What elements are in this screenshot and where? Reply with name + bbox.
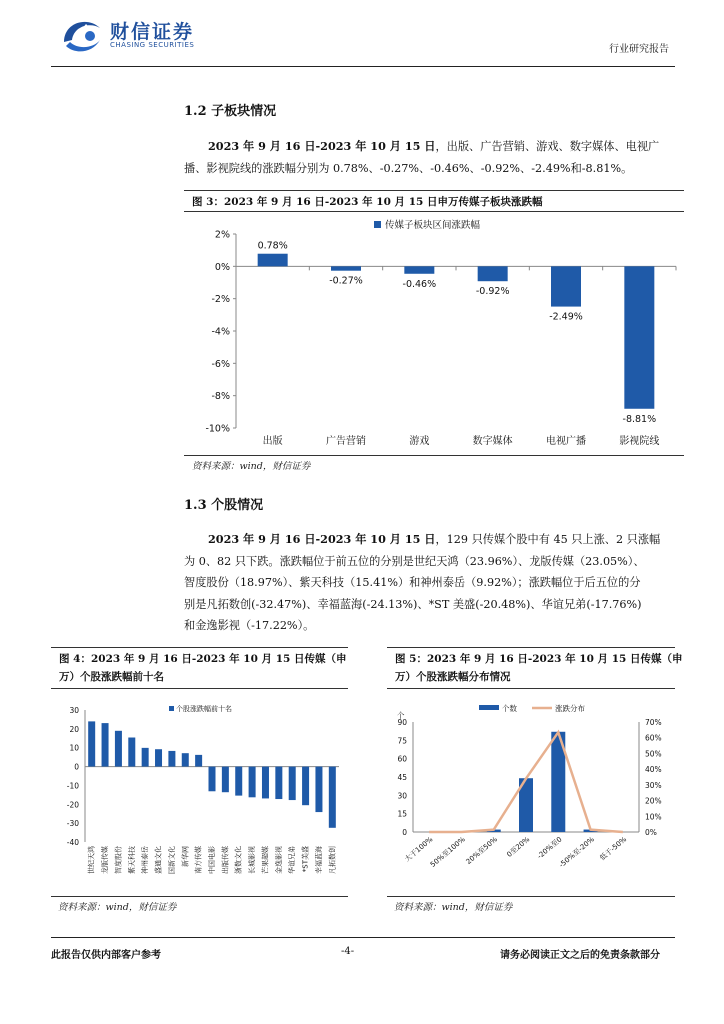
x-tick-label: 盛通文化 <box>154 846 163 874</box>
x-tick-label: 华谊兄弟 <box>288 846 297 874</box>
x-tick-label: 20%至50% <box>464 835 499 867</box>
brand-logo-icon <box>60 14 104 56</box>
date-range: 2023 年 9 月 16 日-2023 年 10 月 15 日 <box>208 139 436 153</box>
legend-label: 个数 <box>502 704 517 713</box>
bar <box>209 767 216 792</box>
x-tick-label: 幸福蓝海 <box>314 846 323 874</box>
footer-disclaimer-left: 此报告仅供内部客户参考 <box>51 950 161 961</box>
y-left-tick-label: 60 <box>397 754 407 764</box>
x-tick-label: 50%至100% <box>428 835 467 869</box>
date-range: 2023 年 9 月 16 日-2023 年 10 月 15 日 <box>208 532 436 546</box>
bar <box>142 748 149 767</box>
bar <box>115 731 122 767</box>
bar <box>315 767 322 813</box>
y-tick-label: -6% <box>211 358 230 370</box>
x-tick-label: 凡拓数创 <box>328 846 337 874</box>
x-tick-label: 大于100% <box>403 835 435 864</box>
x-tick-label: 智度股份 <box>114 846 123 874</box>
y-unit-label: 个 <box>397 711 405 720</box>
legend-swatch <box>374 221 381 228</box>
y-left-tick-label: 30 <box>397 791 407 801</box>
figure-3-source: 资料来源：wind，财信证券 <box>192 461 311 472</box>
y-right-tick-label: 0% <box>645 828 657 837</box>
figure-3-title: 图 3：2023 年 9 月 16 日-2023 年 10 月 15 日申万传媒子板块涨跌幅 <box>192 196 543 208</box>
y-right-tick-label: 70% <box>645 718 662 727</box>
legend-label: 个股涨跌幅前十名 <box>176 705 232 713</box>
x-tick-label: 世纪天鸿 <box>87 846 96 874</box>
section-1-2-paragraph <box>184 136 684 179</box>
para-text: 为 0、82 只下跌。涨跌幅位于前五位的分别是世纪天鸿（23.96%）、龙版传媒（23.05%）、 <box>184 554 645 568</box>
x-tick-label: 出版 <box>262 436 283 447</box>
figure-3-source-line <box>184 455 684 456</box>
bar <box>182 753 189 766</box>
data-label: -8.81% <box>622 413 657 425</box>
bar <box>235 767 242 796</box>
bar <box>329 767 336 828</box>
y-right-tick-label: 30% <box>645 780 662 790</box>
footer-disclaimer-right: 请务必阅读正文之后的免责条款部分 <box>500 950 660 961</box>
bar <box>551 266 581 306</box>
y-tick-label: -8% <box>211 391 230 403</box>
para-text: ，129 只传媒个股中有 45 只上涨、2 只涨幅 <box>435 533 661 546</box>
x-tick-label: 电视广播 <box>546 436 586 447</box>
bar <box>275 767 282 799</box>
y-tick-label: -10 <box>66 781 79 791</box>
figure-5-source: 资料来源：wind，财信证券 <box>394 902 513 913</box>
figure-3-title-bar <box>184 190 684 212</box>
bar <box>404 266 434 273</box>
y-left-tick-label: 90 <box>397 718 407 727</box>
y-tick-label: 2% <box>214 229 230 241</box>
legend-label: 传媒子板块区间涨跌幅 <box>385 220 481 231</box>
brand-name-en: CHASING SECURITIES <box>110 41 195 49</box>
y-right-tick-label: 20% <box>645 796 662 806</box>
section-1-3-paragraph <box>184 529 684 637</box>
data-label: -0.92% <box>475 286 510 298</box>
x-tick-label: 数字媒体 <box>472 436 513 447</box>
bar <box>302 767 309 806</box>
bar <box>262 767 269 799</box>
bar <box>88 721 95 766</box>
legend-swatch <box>479 705 499 710</box>
bar <box>128 738 135 767</box>
y-right-tick-label: 40% <box>645 765 662 775</box>
y-right-tick-label: 50% <box>645 749 662 759</box>
y-right-tick-label: 10% <box>645 812 662 822</box>
bar <box>155 749 162 766</box>
page-number: -4- <box>341 946 355 957</box>
figure-5-title-line2: 万）个股涨跌幅分布情况 <box>395 671 511 683</box>
x-tick-label: 长城影视 <box>248 846 257 874</box>
x-tick-label: 中国电影 <box>208 846 216 874</box>
bar <box>258 254 288 267</box>
x-tick-label: 出版传媒 <box>221 846 230 874</box>
x-tick-label: 0至20% <box>505 835 532 859</box>
section-title-1-3: 1.3 个股情况 <box>184 498 264 513</box>
x-tick-label: 浙数文化 <box>234 846 243 874</box>
figure-4-title-bar <box>51 647 348 689</box>
y-tick-label: -2% <box>211 294 230 306</box>
x-tick-label: 影视院线 <box>619 436 660 447</box>
x-tick-label: 国新文化 <box>167 846 176 874</box>
y-left-tick-label: 75 <box>397 736 407 746</box>
figure-4-source-line <box>51 896 348 897</box>
legend-swatch <box>169 706 174 711</box>
brand-name-cn: 财信证券 <box>110 21 195 43</box>
x-tick-label: 龙版传媒 <box>101 846 110 874</box>
y-tick-label: 0% <box>214 261 230 273</box>
data-label: -0.46% <box>402 278 437 290</box>
data-label: -2.49% <box>549 311 583 323</box>
y-left-tick-label: 15 <box>397 809 407 819</box>
x-tick-label: 南方传媒 <box>194 846 203 874</box>
bar <box>102 723 109 766</box>
footer-divider <box>51 937 675 938</box>
x-tick-label: -20%至0 <box>535 835 564 861</box>
x-tick-label: 新华网 <box>181 846 190 867</box>
data-label: -0.27% <box>329 275 363 287</box>
figure-4-chart <box>51 690 348 895</box>
x-tick-label: 游戏 <box>409 436 430 447</box>
figure-3-chart <box>184 212 684 456</box>
figure-5-title-line1: 图 5：2023 年 9 月 16 日-2023 年 10 月 15 日传媒（申 <box>395 653 683 665</box>
x-tick-label: -50%至-20% <box>557 835 596 870</box>
data-label: 0.78% <box>257 240 288 252</box>
legend-label: 涨跌分布 <box>555 704 585 713</box>
x-tick-label: *ST美盛 <box>301 846 310 873</box>
y-tick-label: -4% <box>211 326 230 338</box>
figure-4-source: 资料来源：wind，财信证券 <box>58 902 177 913</box>
bar <box>222 767 229 793</box>
bar <box>331 266 361 270</box>
bar <box>249 767 256 798</box>
para-text: 播、影视院线的涨跌幅分别为 0.78%、-0.27%、-0.46%、-0.92%、-2.49%和-8.81%。 <box>184 161 633 175</box>
x-tick-label: 芒果超媒 <box>261 846 270 874</box>
y-tick-label: 0 <box>74 762 79 772</box>
doc-type-label: 行业研究报告 <box>609 44 669 55</box>
bar <box>195 755 202 767</box>
y-right-tick-label: 60% <box>645 733 662 743</box>
bar <box>168 751 175 767</box>
y-left-tick-label: 0 <box>402 828 407 837</box>
y-tick-label: 10 <box>69 743 79 753</box>
y-tick-label: -30 <box>66 819 79 829</box>
x-tick-label: 神州泰岳 <box>141 846 150 874</box>
bar <box>624 266 654 408</box>
x-tick-label: 低于-50% <box>598 835 629 863</box>
y-tick-label: -10% <box>205 423 230 435</box>
para-text: 智度股份（18.97%）、紫天科技（15.41%）和神州泰岳（9.92%）；涨跌幅位于后五位的分 <box>184 576 641 589</box>
header-divider <box>51 66 675 67</box>
figure-4-title-line2: 万）个股涨跌幅前十名 <box>59 671 164 683</box>
para-text: 和金逸影视（-17.22%）。 <box>184 619 315 632</box>
bar <box>478 266 508 281</box>
x-tick-label: 金逸影视 <box>274 846 283 874</box>
bar <box>289 767 296 800</box>
x-tick-label: 广告营销 <box>326 436 366 447</box>
y-tick-label: 30 <box>69 706 79 715</box>
y-tick-label: -20 <box>66 800 79 810</box>
figure-5-title-bar <box>387 647 683 689</box>
para-text: 别是凡拓数创(-32.47%)、幸福蓝海(-24.13%)、*ST 美盛(-20.48%)、华谊兄弟(-17.76%) <box>184 597 642 611</box>
figure-4-title-line1: 图 4：2023 年 9 月 16 日-2023 年 10 月 15 日传媒（申 <box>59 653 347 665</box>
y-tick-label: -40 <box>66 838 79 847</box>
x-tick-label: 紫天科技 <box>127 846 136 874</box>
y-tick-label: 20 <box>69 724 79 734</box>
section-title-1-2: 1.2 子板块情况 <box>184 104 277 119</box>
para-text: ，出版、广告营销、游戏、数字媒体、电视广 <box>435 140 660 153</box>
figure-5-source-line <box>387 896 675 897</box>
figure-5-chart <box>387 700 675 895</box>
y-left-tick-label: 45 <box>397 773 407 782</box>
